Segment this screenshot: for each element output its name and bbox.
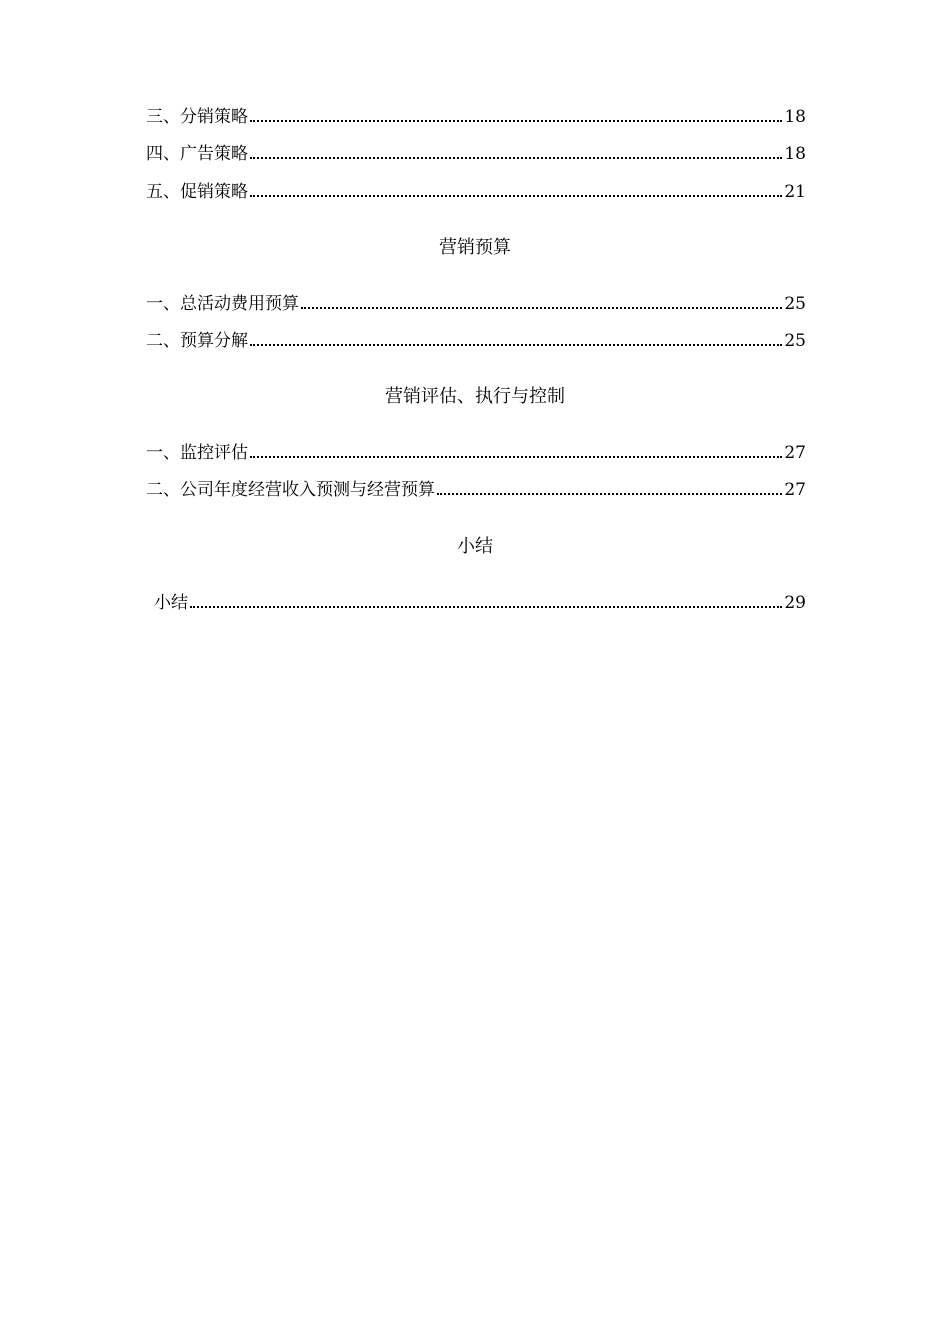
toc-page-number: 27 bbox=[784, 443, 806, 463]
toc-leader-dots bbox=[250, 120, 782, 122]
toc-page-number: 18 bbox=[784, 144, 806, 164]
toc-entry-label: 四、广告策略 bbox=[146, 144, 248, 164]
toc-leader-dots bbox=[250, 157, 782, 159]
toc-entry-label: 三、分销策略 bbox=[146, 107, 248, 127]
toc-leader-dots bbox=[190, 606, 782, 608]
toc-entry-label: 二、公司年度经营收入预测与经营预算 bbox=[146, 480, 435, 500]
toc-entry-label: 一、总活动费用预算 bbox=[146, 294, 299, 314]
toc-leader-dots bbox=[250, 344, 782, 346]
toc-leader-dots bbox=[437, 493, 782, 495]
toc-page-number: 25 bbox=[784, 294, 806, 314]
toc-entry-label: 小结 bbox=[154, 593, 188, 613]
toc-page-number: 29 bbox=[784, 593, 806, 613]
toc-entry-distribution-strategy[interactable] bbox=[146, 105, 806, 129]
toc-entry-summary[interactable] bbox=[154, 591, 806, 615]
toc-entry-label: 一、监控评估 bbox=[146, 443, 248, 463]
toc-leader-dots bbox=[250, 456, 782, 458]
toc-page-number: 18 bbox=[784, 107, 806, 127]
toc-page-number: 25 bbox=[784, 331, 806, 351]
toc-page-number: 27 bbox=[784, 480, 806, 500]
section-heading-evaluation-control: 营销评估、执行与控制 bbox=[385, 386, 565, 407]
toc-entry-label: 五、促销策略 bbox=[146, 182, 248, 202]
toc-page-number: 21 bbox=[784, 182, 806, 202]
toc-leader-dots bbox=[301, 307, 782, 309]
toc-entry-advertising-strategy[interactable] bbox=[146, 142, 806, 166]
section-heading-summary: 小结 bbox=[457, 536, 493, 557]
toc-entry-revenue-forecast[interactable] bbox=[146, 478, 806, 502]
toc-entry-total-budget[interactable] bbox=[146, 292, 806, 316]
toc-entry-budget-breakdown[interactable] bbox=[146, 329, 806, 353]
toc-entry-promotion-strategy[interactable] bbox=[146, 180, 806, 204]
toc-entry-label: 二、预算分解 bbox=[146, 331, 248, 351]
section-heading-marketing-budget: 营销预算 bbox=[439, 237, 511, 258]
toc-entry-monitoring-evaluation[interactable] bbox=[146, 441, 806, 465]
toc-leader-dots bbox=[250, 195, 782, 197]
